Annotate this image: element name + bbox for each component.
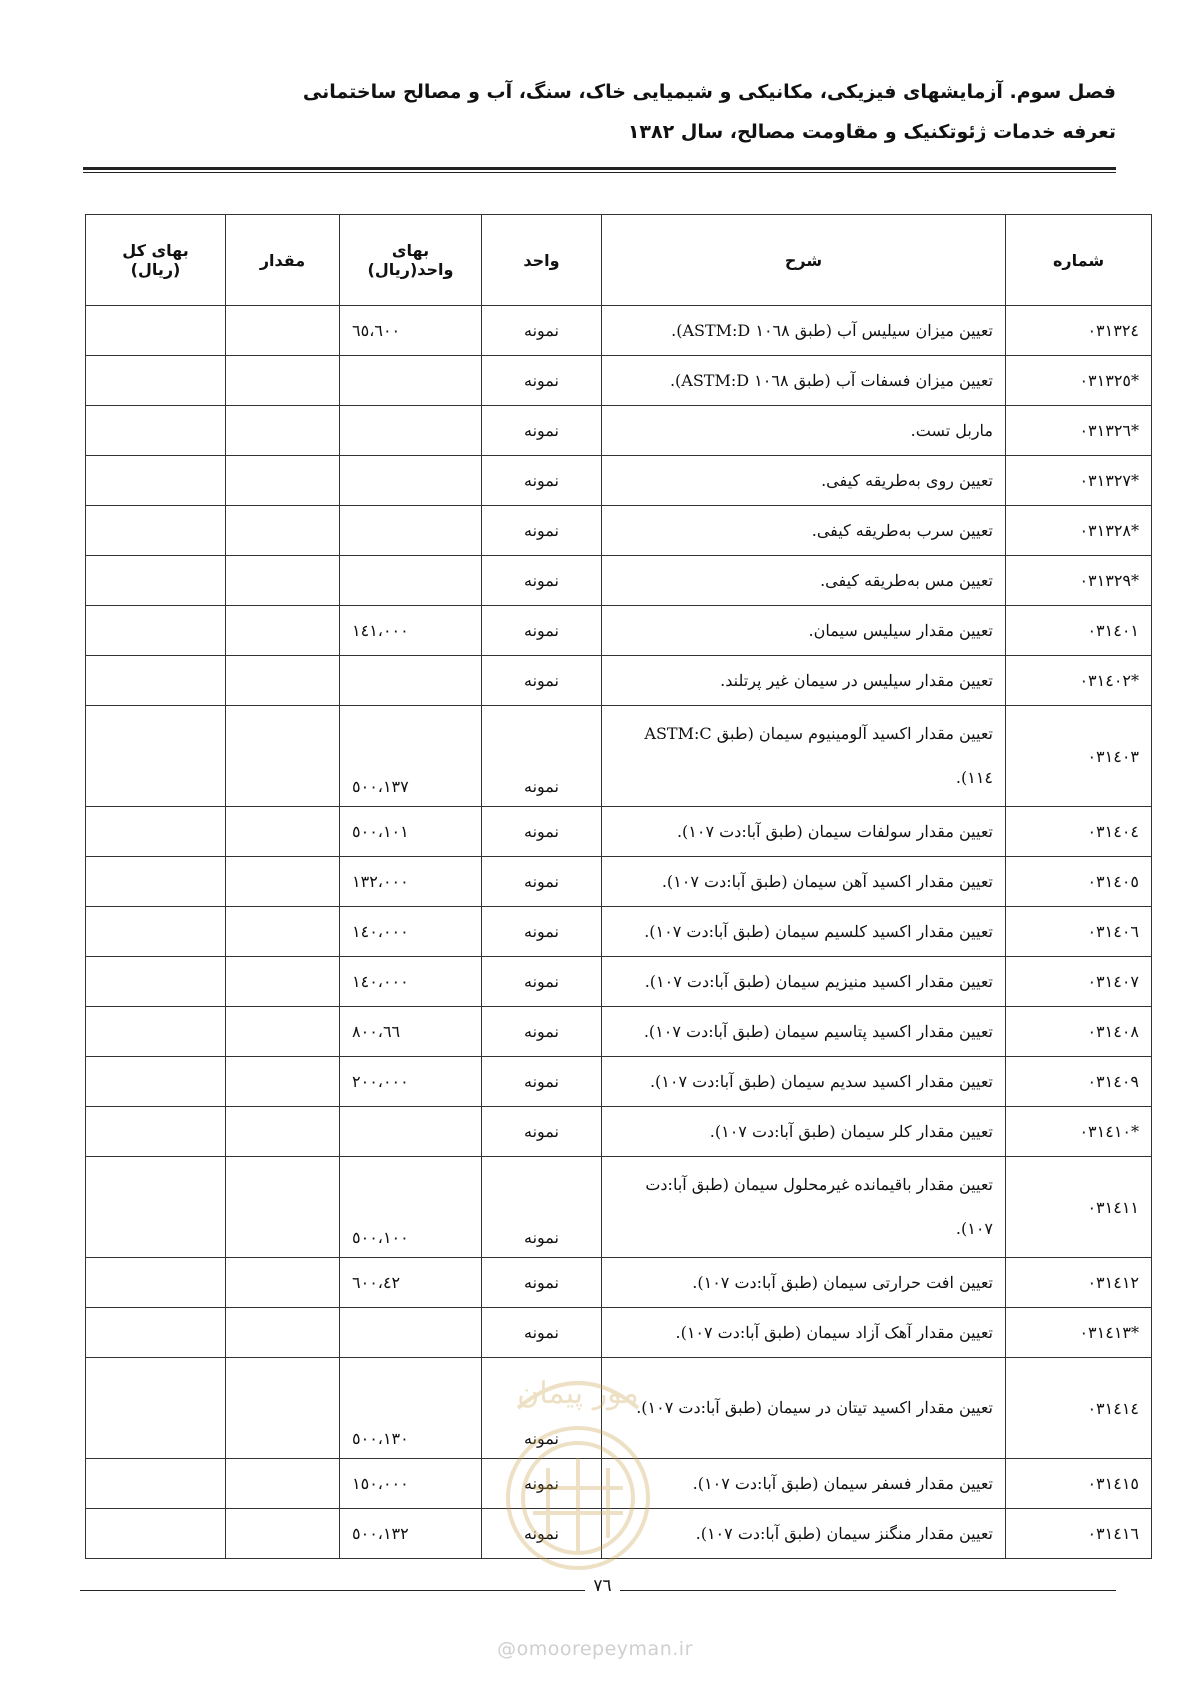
cell-code: *۰۳۱۳۲٦ xyxy=(1006,406,1152,456)
cell-total-price xyxy=(86,1258,226,1308)
cell-unit-price: ۱۰۰،٥۰۰ xyxy=(340,1157,482,1258)
cell-quantity xyxy=(226,1358,340,1459)
cell-code: ۰۳۱٤۰۹ xyxy=(1006,1057,1152,1107)
cell-description: تعیین مقدار سولفات سیمان (طبق آبا:دت ۱۰۷). xyxy=(602,807,1006,857)
cell-quantity xyxy=(226,456,340,506)
document-title: تعرفه خدمات ژئوتکنیک و مقاومت مصالح، سال ۱۳۸۲ xyxy=(627,121,1116,143)
table-row xyxy=(86,1258,1152,1308)
cell-description: تعیین مقدار کلر سیمان (طبق آبا:دت ۱۰۷). xyxy=(602,1107,1006,1157)
cell-quantity xyxy=(226,656,340,706)
cell-quantity xyxy=(226,1308,340,1358)
cell-unit: نمونه xyxy=(482,556,602,606)
table-row xyxy=(86,807,1152,857)
table-row xyxy=(86,1007,1152,1057)
column-header-quantity: مقدار xyxy=(226,215,340,306)
table-row xyxy=(86,556,1152,606)
table-row xyxy=(86,606,1152,656)
cell-unit-price xyxy=(340,556,482,606)
table-header-row xyxy=(86,215,1152,306)
table-row xyxy=(86,907,1152,957)
cell-quantity xyxy=(226,356,340,406)
cell-description: تعیین مقدار منگنز سیمان (طبق آبا:دت ۱۰۷). xyxy=(602,1509,1006,1559)
cell-quantity xyxy=(226,1258,340,1308)
cell-unit: نمونه xyxy=(482,1157,602,1258)
cell-description: تعیین میزان سیلیس آب (طبق ASTM:D ۱۰٦۸). xyxy=(602,306,1006,356)
cell-description: تعیین مقدار اکسید تیتان در سیمان (طبق آبا:دت ۱۰۷). xyxy=(602,1358,1006,1459)
cell-unit: نمونه xyxy=(482,807,602,857)
column-header-unit: واحد xyxy=(482,215,602,306)
cell-unit: نمونه xyxy=(482,456,602,506)
cell-total-price xyxy=(86,907,226,957)
cell-unit-price: ۱۳۰،٥۰۰ xyxy=(340,1358,482,1459)
cell-total-price xyxy=(86,706,226,807)
cell-unit-price xyxy=(340,406,482,456)
cell-code: *۰۳۱۳۲۸ xyxy=(1006,506,1152,556)
cell-quantity xyxy=(226,706,340,807)
cell-unit-price xyxy=(340,656,482,706)
cell-unit: نمونه xyxy=(482,1509,602,1559)
cell-total-price xyxy=(86,1057,226,1107)
cell-total-price xyxy=(86,1007,226,1057)
site-watermark: @omoorepeyman.ir xyxy=(497,1638,693,1660)
cell-description: تعیین روی به‌طریقه کیفی. xyxy=(602,456,1006,506)
svg-text:ﻣﻮﺭ ﭘﯿﻤﺎﻥ: ﻣﻮﺭ ﭘﯿﻤﺎﻥ xyxy=(517,1376,639,1411)
cell-description: تعیین میزان فسفات آب (طبق ASTM:D ۱۰٦۸). xyxy=(602,356,1006,406)
column-header-description: شرح xyxy=(602,215,1006,306)
cell-code: ۰۳۱٤۰٤ xyxy=(1006,807,1152,857)
cell-code: ۰۳۱٤۰۳ xyxy=(1006,706,1152,807)
page-number: ٧٦ xyxy=(593,1576,612,1596)
cell-code: ۰۳۱٤۱٥ xyxy=(1006,1459,1152,1509)
cell-unit-price xyxy=(340,506,482,556)
cell-unit: نمونه xyxy=(482,1308,602,1358)
cell-unit-price: ۱۳۷،٥۰۰ xyxy=(340,706,482,807)
cell-unit: نمونه xyxy=(482,907,602,957)
cell-code: ۰۳۱٤۰۱ xyxy=(1006,606,1152,656)
cell-unit-price: ۱٤۱،۰۰۰ xyxy=(340,606,482,656)
cell-description: تعیین مقدار فسفر سیمان (طبق آبا:دت ۱۰۷). xyxy=(602,1459,1006,1509)
table-row xyxy=(86,857,1152,907)
table-row xyxy=(86,1509,1152,1559)
table-row xyxy=(86,1057,1152,1107)
cell-total-price xyxy=(86,606,226,656)
cell-quantity xyxy=(226,1007,340,1057)
cell-unit: نمونه xyxy=(482,1258,602,1308)
table-row xyxy=(86,456,1152,506)
table-row xyxy=(86,1358,1152,1459)
cell-description: تعیین مقدار اکسید آهن سیمان (طبق آبا:دت ۱۰۷). xyxy=(602,857,1006,907)
cell-code: ۰۳۱٤۰٥ xyxy=(1006,857,1152,907)
cell-code: *۰۳۱٤۱۰ xyxy=(1006,1107,1152,1157)
column-header-code: شماره xyxy=(1006,215,1152,306)
cell-description: تعیین مقدار آهک آزاد سیمان (طبق آبا:دت ۱۰۷). xyxy=(602,1308,1006,1358)
cell-total-price xyxy=(86,1358,226,1459)
cell-quantity xyxy=(226,306,340,356)
cell-unit: نمونه xyxy=(482,506,602,556)
cell-unit-price xyxy=(340,456,482,506)
cell-code: ۰۳۱٤۰۷ xyxy=(1006,957,1152,1007)
cell-total-price xyxy=(86,1459,226,1509)
cell-code: *۰۳۱۳۲۹ xyxy=(1006,556,1152,606)
cell-unit: نمونه xyxy=(482,656,602,706)
cell-unit-price: ۱۰۱،٥۰۰ xyxy=(340,807,482,857)
cell-unit: نمونه xyxy=(482,1358,602,1459)
cell-unit-price: ٦٦،۸۰۰ xyxy=(340,1007,482,1057)
cell-total-price xyxy=(86,957,226,1007)
cell-quantity xyxy=(226,1057,340,1107)
cell-code: *۰۳۱٤۱۳ xyxy=(1006,1308,1152,1358)
cell-total-price xyxy=(86,506,226,556)
cell-unit: نمونه xyxy=(482,406,602,456)
cell-description: تعیین مقدار اکسید آلومینیوم سیمان (طبق ASTM:C ۱۱٤). xyxy=(602,706,1006,807)
cell-total-price xyxy=(86,857,226,907)
table-row xyxy=(86,1157,1152,1258)
chapter-title: فصل سوم. آزمایشهای فیزیکی، مکانیکی و شیمیایی خاک، سنگ، آب و مصالح ساختمانی xyxy=(302,81,1116,103)
cell-unit: نمونه xyxy=(482,1459,602,1509)
cell-total-price xyxy=(86,556,226,606)
cell-unit-price: ۱٤۰،۰۰۰ xyxy=(340,957,482,1007)
cell-description: ماربل تست. xyxy=(602,406,1006,456)
cell-description: تعیین مقدار باقیمانده غیرمحلول سیمان (طبق آبا:دت ۱۰۷). xyxy=(602,1157,1006,1258)
cell-quantity xyxy=(226,556,340,606)
cell-quantity xyxy=(226,506,340,556)
cell-unit-price: ۱۳۲،۰۰۰ xyxy=(340,857,482,907)
cell-code: ۰۳۱٤۰٦ xyxy=(1006,907,1152,957)
cell-total-price xyxy=(86,807,226,857)
table-row xyxy=(86,1308,1152,1358)
cell-unit-price: ۲۰۰،۰۰۰ xyxy=(340,1057,482,1107)
cell-description: تعیین مس به‌طریقه کیفی. xyxy=(602,556,1006,606)
cell-unit-price xyxy=(340,1107,482,1157)
cell-description: تعیین مقدار سیلیس در سیمان غیر پرتلند. xyxy=(602,656,1006,706)
table-row xyxy=(86,306,1152,356)
cell-total-price xyxy=(86,1107,226,1157)
cell-code: *۰۳۱۳۲۷ xyxy=(1006,456,1152,506)
cell-description: تعیین مقدار اکسید سدیم سیمان (طبق آبا:دت ۱۰۷). xyxy=(602,1057,1006,1107)
page-header xyxy=(83,72,1116,152)
cell-unit: نمونه xyxy=(482,1057,602,1107)
column-header-total-price: بهای کل (ریال) xyxy=(86,215,226,306)
cell-description: تعیین افت حرارتی سیمان (طبق آبا:دت ۱۰۷). xyxy=(602,1258,1006,1308)
table-row xyxy=(86,706,1152,807)
cell-code: ۰۳۱٤۱٤ xyxy=(1006,1358,1152,1459)
cell-quantity xyxy=(226,907,340,957)
header-divider xyxy=(83,167,1116,173)
cell-code: ۰۳۱٤۰۸ xyxy=(1006,1007,1152,1057)
cell-code: *۰۳۱۳۲٥ xyxy=(1006,356,1152,406)
cell-unit-price: ۱٥۰،۰۰۰ xyxy=(340,1459,482,1509)
cell-code: ۰۳۱٤۱٦ xyxy=(1006,1509,1152,1559)
cell-unit: نمونه xyxy=(482,1007,602,1057)
cell-quantity xyxy=(226,1509,340,1559)
cell-unit-price: ۱٤۰،۰۰۰ xyxy=(340,907,482,957)
tariff-table xyxy=(85,214,1152,1559)
cell-total-price xyxy=(86,1509,226,1559)
cell-unit-price xyxy=(340,356,482,406)
cell-code: ۰۳۱٤۱۲ xyxy=(1006,1258,1152,1308)
cell-quantity xyxy=(226,606,340,656)
cell-description: تعیین مقدار اکسید منیزیم سیمان (طبق آبا:دت ۱۰۷). xyxy=(602,957,1006,1007)
table-row xyxy=(86,356,1152,406)
table-row xyxy=(86,406,1152,456)
cell-total-price xyxy=(86,356,226,406)
cell-quantity xyxy=(226,1157,340,1258)
cell-total-price xyxy=(86,456,226,506)
cell-unit: نمونه xyxy=(482,306,602,356)
cell-total-price xyxy=(86,406,226,456)
cell-unit: نمونه xyxy=(482,706,602,807)
cell-unit: نمونه xyxy=(482,606,602,656)
cell-quantity xyxy=(226,1459,340,1509)
cell-quantity xyxy=(226,1107,340,1157)
cell-unit-price: ۱۳۲،٥۰۰ xyxy=(340,1509,482,1559)
cell-code: *۰۳۱٤۰۲ xyxy=(1006,656,1152,706)
cell-unit-price: ٤۲،٦۰۰ xyxy=(340,1258,482,1308)
cell-unit: نمونه xyxy=(482,1107,602,1157)
cell-unit-price: ٦٥،٦۰۰ xyxy=(340,306,482,356)
table-row xyxy=(86,1459,1152,1509)
cell-quantity xyxy=(226,857,340,907)
cell-quantity xyxy=(226,807,340,857)
cell-total-price xyxy=(86,1157,226,1258)
table-row xyxy=(86,957,1152,1007)
cell-unit: نمونه xyxy=(482,356,602,406)
footer-rule-right xyxy=(620,1590,1116,1591)
cell-total-price xyxy=(86,306,226,356)
cell-quantity xyxy=(226,957,340,1007)
cell-code: ۰۳۱۳۲٤ xyxy=(1006,306,1152,356)
cell-unit-price xyxy=(340,1308,482,1358)
cell-unit: نمونه xyxy=(482,957,602,1007)
footer-rule-left xyxy=(80,1590,585,1591)
cell-code: ۰۳۱٤۱۱ xyxy=(1006,1157,1152,1258)
cell-description: تعیین مقدار اکسید پتاسیم سیمان (طبق آبا:دت ۱۰۷). xyxy=(602,1007,1006,1057)
cell-description: تعیین سرب به‌طریقه کیفی. xyxy=(602,506,1006,556)
cell-total-price xyxy=(86,656,226,706)
table-row xyxy=(86,1107,1152,1157)
cell-description: تعیین مقدار اکسید کلسیم سیمان (طبق آبا:دت ۱۰۷). xyxy=(602,907,1006,957)
table-row xyxy=(86,506,1152,556)
table-row xyxy=(86,656,1152,706)
cell-description: تعیین مقدار سیلیس سیمان. xyxy=(602,606,1006,656)
cell-quantity xyxy=(226,406,340,456)
table-body xyxy=(86,306,1152,1559)
cell-unit: نمونه xyxy=(482,857,602,907)
column-header-unit-price: بهای واحد(ریال) xyxy=(340,215,482,306)
cell-total-price xyxy=(86,1308,226,1358)
